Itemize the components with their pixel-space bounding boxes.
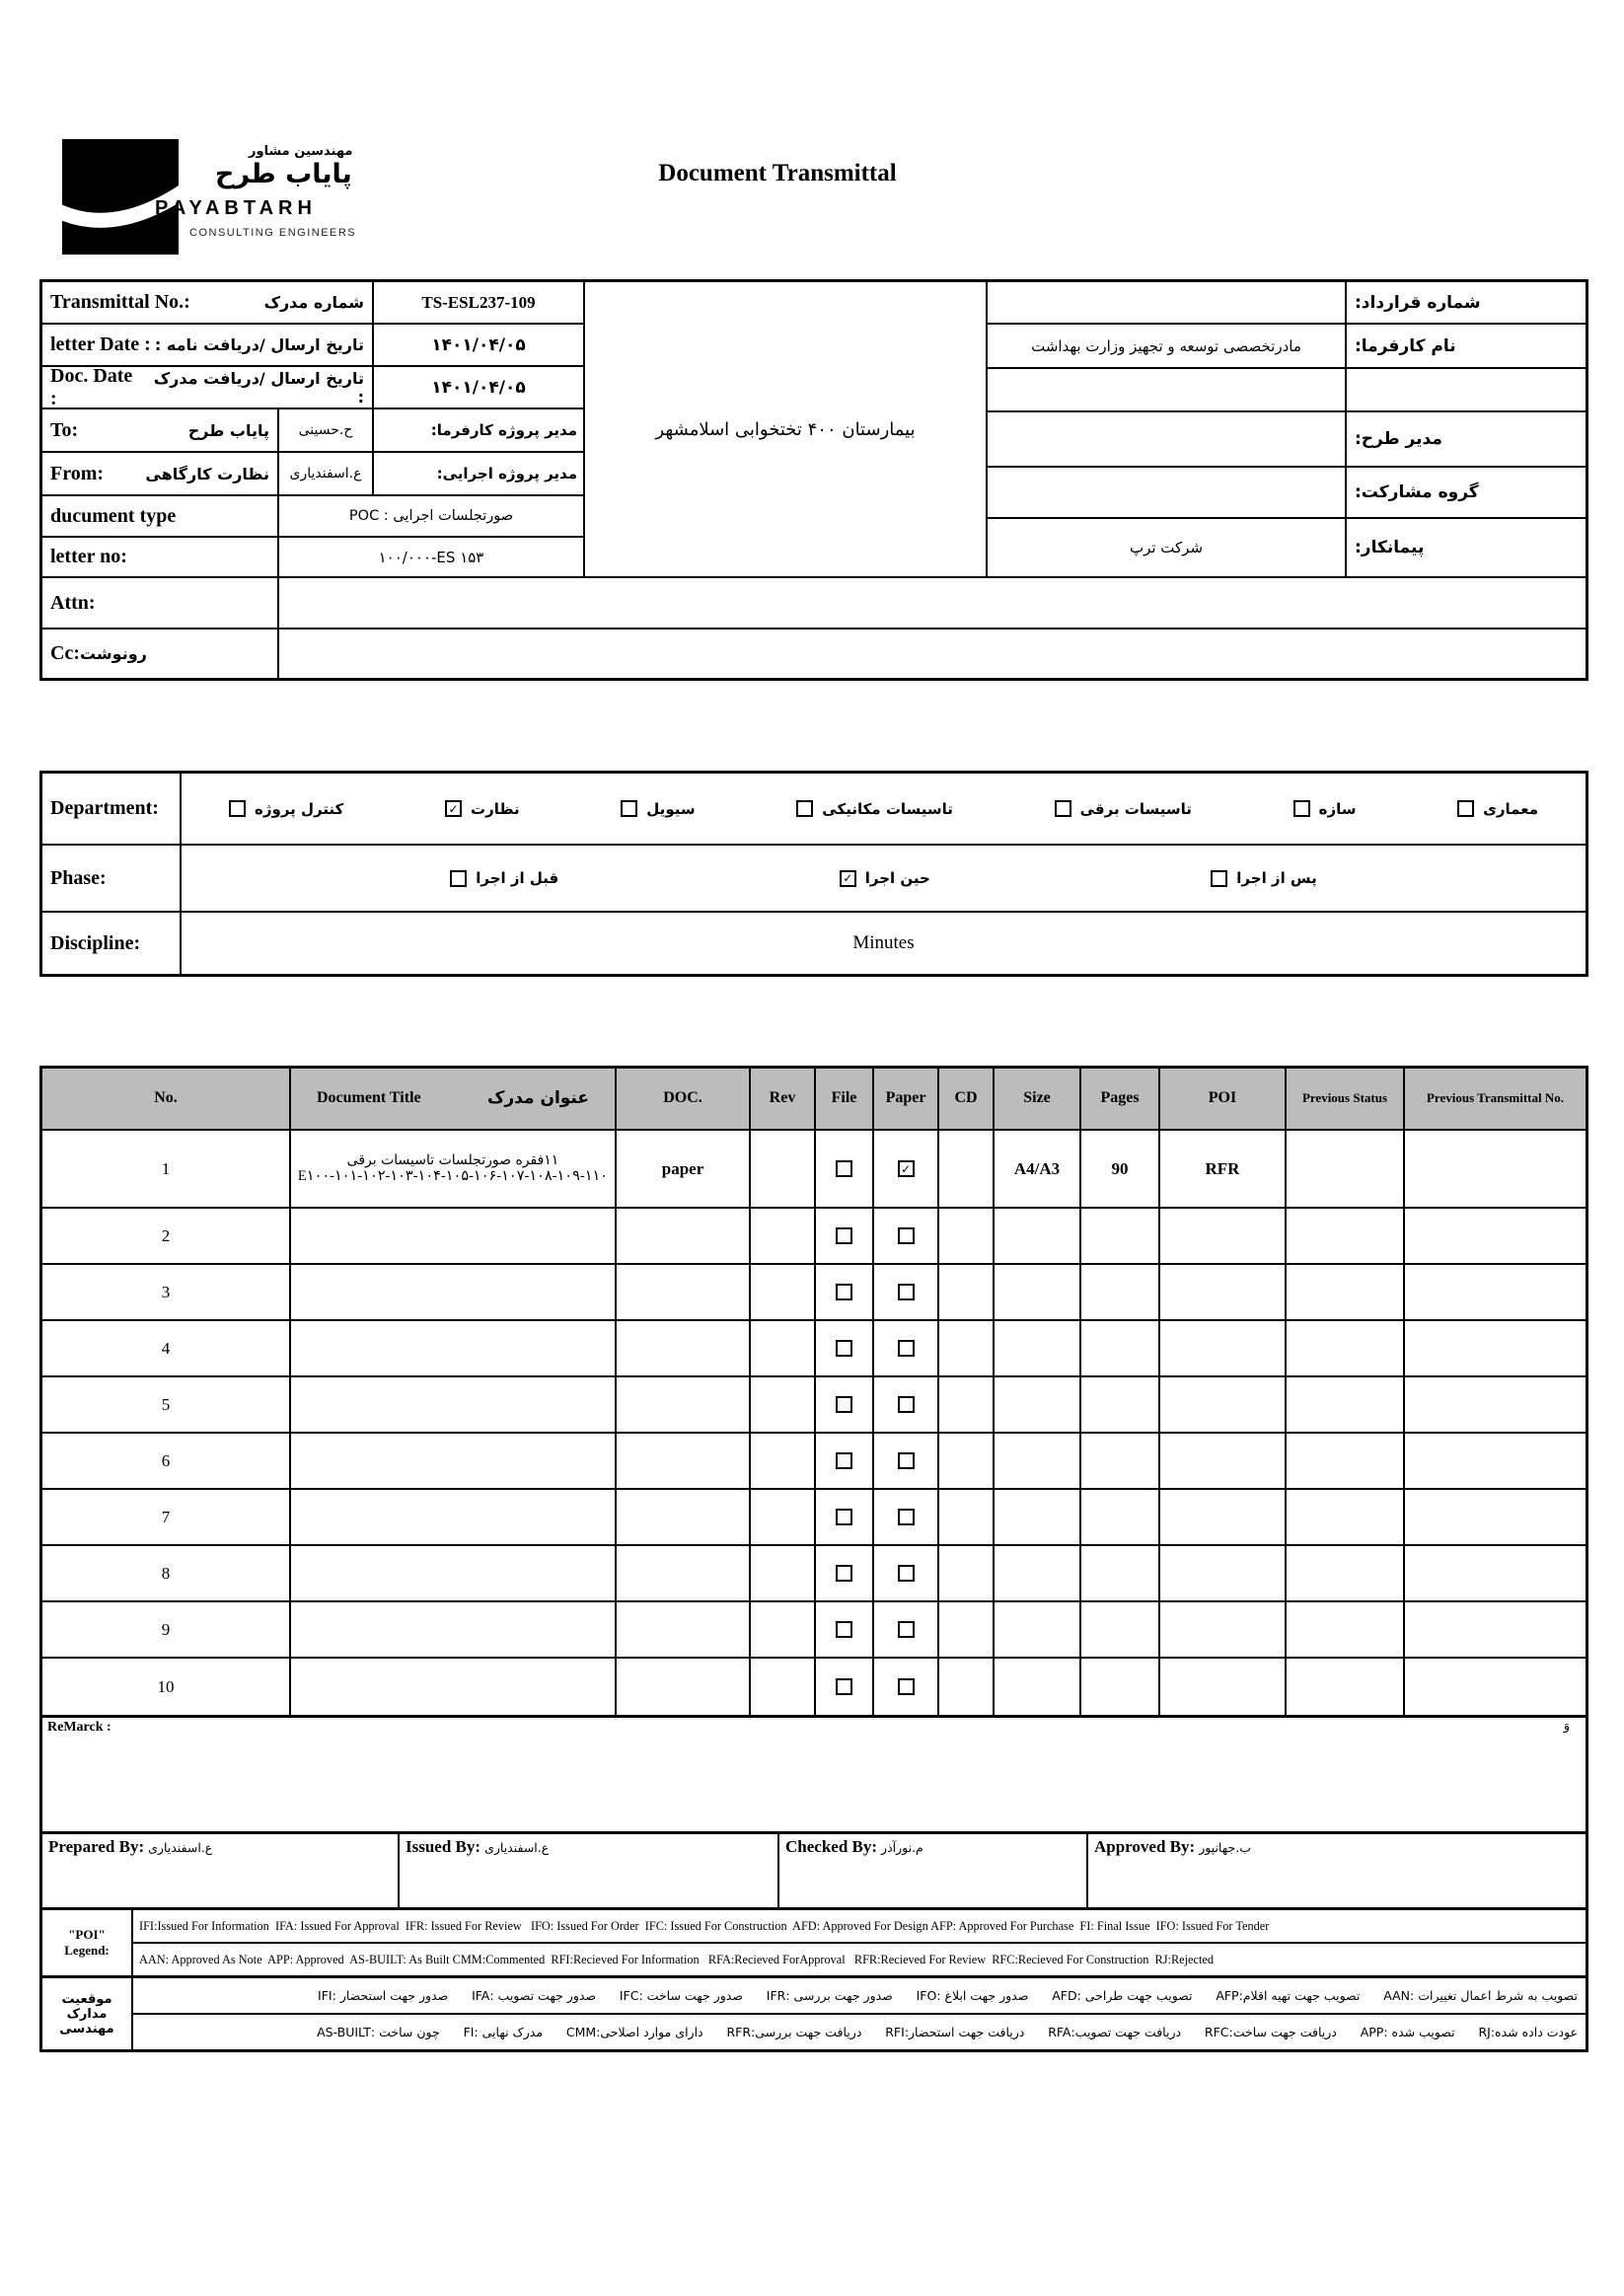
paper-checkbox[interactable]: ✓	[898, 1160, 915, 1177]
row-no: 4	[42, 1321, 291, 1375]
design-manager-value	[988, 412, 1347, 468]
row-paper	[874, 1490, 939, 1544]
row-file	[816, 1265, 874, 1319]
row-pages	[1081, 1209, 1160, 1263]
row-size	[995, 1546, 1081, 1600]
table-row	[42, 1602, 1586, 1659]
row-previous-transmittal	[1405, 1131, 1586, 1207]
row-doc: paper	[617, 1131, 751, 1207]
remark-section[interactable]	[42, 1715, 1586, 1831]
info-right-block	[988, 282, 1586, 578]
row-pages	[1081, 1321, 1160, 1375]
file-checkbox[interactable]	[836, 1678, 852, 1695]
partnership-group-value	[988, 468, 1347, 519]
row-rev	[751, 1265, 816, 1319]
row-size	[995, 1321, 1081, 1375]
paper-checkbox[interactable]	[898, 1340, 915, 1357]
row-pages	[1081, 1377, 1160, 1432]
row-cd	[939, 1659, 995, 1715]
classification-table	[39, 771, 1588, 977]
row-poi	[1160, 1377, 1287, 1432]
approved-by-cell: Approved By: ب.جهانپور	[1094, 1837, 1251, 1856]
letter-date-value: ۱۴۰۱/۰۴/۰۵	[374, 325, 585, 367]
fa-legend-line-1: تصویب به شرط اعمال تغییرات :AAN تصویب جهت تهیه اقلام:AFP تصویب جهت طراحی :AFD صدور جهت ابلاغ :IFO صدور جهت بررسی :IFR صدور جهت ساخت :IFC صدور جهت تصویب :IFA صدور جهت استحضار :IFI	[133, 1978, 1586, 2015]
department-option-architecture: معماری	[1457, 800, 1538, 818]
logo-en-subtitle: CONSULTING ENGINEERS	[189, 227, 357, 239]
row-no: 8	[42, 1546, 291, 1600]
row-paper	[874, 1131, 939, 1207]
logo-fa-name: پایاب طرح	[215, 159, 352, 189]
row-no: 7	[42, 1490, 291, 1544]
row-no: 6	[42, 1434, 291, 1488]
row-rev	[751, 1377, 816, 1432]
header-doc: DOC.	[617, 1069, 751, 1129]
fa-legend-section	[42, 1975, 1586, 2049]
signatures-row	[42, 1831, 1586, 1907]
row-size	[995, 1434, 1081, 1488]
file-checkbox[interactable]	[836, 1340, 852, 1357]
to-role-label: مدیر پروژه کارفرما:	[374, 409, 585, 453]
row-file	[816, 1546, 874, 1600]
paper-checkbox[interactable]	[898, 1509, 915, 1525]
row-no: 3	[42, 1265, 291, 1319]
before-execution-checkbox[interactable]	[450, 870, 467, 887]
structure-checkbox[interactable]	[1293, 800, 1310, 817]
row-cd	[939, 1321, 995, 1375]
row-doc	[617, 1265, 751, 1319]
letter-date-label: letter Date : تاریخ ارسال /دریافت نامه :	[42, 325, 374, 367]
civil-checkbox[interactable]	[621, 800, 637, 817]
row-no: 2	[42, 1209, 291, 1263]
client-name-value: مادرتخصصی توسعه و تجهیز وزارت بهداشت	[988, 325, 1347, 369]
row-previous-status	[1287, 1659, 1405, 1715]
row-previous-status	[1287, 1602, 1405, 1657]
header-file: File	[816, 1069, 874, 1129]
logo-fa-tagline: مهندسین مشاور	[249, 144, 353, 159]
paper-checkbox[interactable]	[898, 1678, 915, 1695]
row-cd	[939, 1131, 995, 1207]
row-rev	[751, 1321, 816, 1375]
contractor-value: شرکت ترپ	[988, 519, 1347, 578]
row-title	[291, 1602, 617, 1657]
row-size	[995, 1659, 1081, 1715]
doc-table-rows	[42, 1131, 1586, 1715]
table-row	[42, 1377, 1586, 1434]
row-no: 1	[42, 1131, 291, 1207]
poi-legend-line-2: AAN: Approved As Note APP: Approved AS-BUILT: As Built CMM:Commented RFI:Recieved For Information RFA:Recieved ForApproval RFR:Recieved For Review RFC:Recieved For Construction RJ:Rejected	[139, 1952, 1214, 1966]
row-poi	[1160, 1659, 1287, 1715]
blank-row-value	[988, 369, 1347, 412]
project-name: بیمارستان ۴۰۰ تختخوابی اسلامشهر	[585, 282, 988, 578]
project-control-checkbox[interactable]	[229, 800, 246, 817]
from-role-label: مدیر پروژه اجرایی:	[374, 453, 585, 496]
mechanical-checkbox[interactable]	[796, 800, 813, 817]
row-file	[816, 1377, 874, 1432]
row-poi	[1160, 1490, 1287, 1544]
transmittal-no-label: Transmittal No.: شماره مدرک	[42, 282, 374, 325]
discipline-label: Discipline:	[42, 913, 182, 974]
row-no: 10	[42, 1659, 291, 1715]
row-size	[995, 1265, 1081, 1319]
department-option-supervision: نظارت ✓	[445, 800, 520, 818]
file-checkbox[interactable]	[836, 1160, 852, 1177]
phase-option-before-execution: قبل از اجرا	[450, 869, 558, 887]
row-title	[291, 1265, 617, 1319]
row-previous-transmittal	[1405, 1546, 1586, 1600]
row-poi	[1160, 1209, 1287, 1263]
row-title	[291, 1490, 617, 1544]
fa-legend-label: موقعیت مدارک مهندسی	[42, 1978, 133, 2049]
row-size: A4/A3	[995, 1131, 1081, 1207]
row-previous-transmittal	[1405, 1659, 1586, 1715]
row-poi	[1160, 1602, 1287, 1657]
row-size	[995, 1490, 1081, 1544]
paper-checkbox[interactable]	[898, 1621, 915, 1638]
row-file	[816, 1659, 874, 1715]
row-rev	[751, 1546, 816, 1600]
table-row	[42, 1434, 1586, 1490]
row-doc	[617, 1659, 751, 1715]
row-cd	[939, 1434, 995, 1488]
electrical-checkbox[interactable]	[1055, 800, 1071, 817]
table-row	[42, 1209, 1586, 1265]
row-previous-transmittal	[1405, 1490, 1586, 1544]
header-cd: CD	[939, 1069, 995, 1129]
letter-no-label: letter no:	[42, 538, 279, 578]
issued-by-cell: Issued By: ع.اسفندیاری	[400, 1834, 779, 1907]
row-rev	[751, 1209, 816, 1263]
row-rev	[751, 1602, 816, 1657]
row-previous-status	[1287, 1377, 1405, 1432]
row-doc	[617, 1490, 751, 1544]
file-checkbox[interactable]	[836, 1565, 852, 1582]
design-manager-label: مدیر طرح:	[1347, 412, 1586, 468]
row-pages	[1081, 1602, 1160, 1657]
row-previous-transmittal	[1405, 1265, 1586, 1319]
department-option-electrical: تاسیسات برقی	[1055, 800, 1192, 818]
header-pages: Pages	[1081, 1069, 1160, 1129]
row-previous-status	[1287, 1265, 1405, 1319]
row-previous-status	[1287, 1321, 1405, 1375]
header-no: No.	[42, 1069, 291, 1129]
phase-option-after-execution: پس از اجرا	[1211, 869, 1316, 887]
row-previous-transmittal	[1405, 1434, 1586, 1488]
row-previous-status	[1287, 1209, 1405, 1263]
row-rev	[751, 1434, 816, 1488]
row-cd	[939, 1490, 995, 1544]
header-paper: Paper	[874, 1069, 939, 1129]
row-previous-transmittal	[1405, 1209, 1586, 1263]
header-rev: Rev	[751, 1069, 816, 1129]
checked-by-cell: Checked By: م.نورآذر	[779, 1834, 1088, 1907]
poi-legend-section	[42, 1907, 1586, 1975]
table-row	[42, 1659, 1586, 1715]
row-previous-status	[1287, 1546, 1405, 1600]
row-file	[816, 1490, 874, 1544]
poi-legend-line-1: IFI:Issued For Information IFA: Issued For Approval IFR: Issued For Review IFO: Issued For Order IFC: Issued For Construction AFD: Approved For Design AFP: Approved For Purchase FI: Final Issue IFO: Issued For Tender	[133, 1910, 1586, 1944]
row-title	[291, 1434, 617, 1488]
cc-label: Cc: رونوشت	[42, 630, 279, 678]
row-poi	[1160, 1546, 1287, 1600]
row-poi	[1160, 1321, 1287, 1375]
supervision-checkbox[interactable]: ✓	[445, 800, 462, 817]
file-checkbox[interactable]	[836, 1452, 852, 1469]
row-paper	[874, 1265, 939, 1319]
document-type-value: صورتجلسات اجرایی : POC	[279, 496, 585, 538]
attn-row	[42, 578, 1586, 630]
row-pages	[1081, 1659, 1160, 1715]
row-file	[816, 1131, 874, 1207]
page-title: Document Transmittal	[658, 160, 897, 186]
row-cd	[939, 1602, 995, 1657]
row-pages	[1081, 1265, 1160, 1319]
row-size	[995, 1602, 1081, 1657]
header-previous-status: Previous Status	[1287, 1069, 1405, 1129]
blank-row-label	[1347, 369, 1586, 412]
department-option-mechanical: تاسیسات مکانیکی	[796, 800, 953, 818]
phase-options	[182, 846, 1586, 911]
table-row	[42, 1546, 1586, 1602]
phase-label: Phase:	[42, 846, 182, 911]
transmittal-no-value: TS-ESL237-109	[374, 282, 585, 325]
row-cd	[939, 1209, 995, 1263]
letter-no-value: ۱۰۰/۰۰۰-ES ۱۵۳	[279, 538, 585, 578]
row-pages: 90	[1081, 1131, 1160, 1207]
contract-no-label: شماره قرارداد:	[1347, 282, 1586, 325]
table-row	[42, 1490, 1586, 1546]
row-paper	[874, 1602, 939, 1657]
after-execution-checkbox[interactable]	[1211, 870, 1227, 887]
during-execution-checkbox[interactable]: ✓	[840, 870, 856, 887]
to-field: To: پایاب طرح	[42, 409, 279, 453]
row-no: 5	[42, 1377, 291, 1432]
row-title: ۱۱فقره صورتجلسات تاسیسات برقی E۱۰۰-۱۰۱-۱۰۲-۱۰۳-۱۰۴-۱۰۵-۱۰۶-۱۰۷-۱۰۸-۱۰۹-۱۱۰	[291, 1131, 617, 1207]
row-paper	[874, 1377, 939, 1432]
fa-legend-line-2: عودت داده شده:RJ تصویب شده :APP دریافت جهت ساخت:RFC دریافت جهت تصویب:RFA دریافت جهت استحضار:RFI دریافت جهت بررسی:RFR دارای موارد اصلاحی:CMM مدرک نهایی :FI چون ساخت :AS-BUILT	[317, 2025, 1578, 2039]
row-cd	[939, 1377, 995, 1432]
document-list-table	[39, 1066, 1588, 2052]
header-size: Size	[995, 1069, 1081, 1129]
doc-date-label: Doc. Date : تاریخ ارسال /دریافت مدرک :	[42, 367, 374, 409]
row-doc	[617, 1434, 751, 1488]
file-checkbox[interactable]	[836, 1621, 852, 1638]
logo-en-name: PAYABTARH	[155, 197, 317, 219]
row-pages	[1081, 1434, 1160, 1488]
client-name-label: نام کارفرما:	[1347, 325, 1586, 369]
attn-label: Attn:	[42, 578, 279, 630]
phase-option-during-execution: حین اجرا ✓	[840, 869, 930, 887]
row-rev	[751, 1659, 816, 1715]
row-size	[995, 1377, 1081, 1432]
department-label: Department:	[42, 774, 182, 844]
from-field: From: نظارت کارگاهی	[42, 453, 279, 496]
row-paper	[874, 1434, 939, 1488]
to-person: ح.حسینی	[279, 409, 374, 453]
header-poi: POI	[1160, 1069, 1287, 1129]
row-title	[291, 1209, 617, 1263]
contractor-label: پیمانکار:	[1347, 519, 1586, 578]
paper-checkbox[interactable]	[898, 1396, 915, 1413]
department-options	[182, 774, 1586, 844]
remark-label: ReMarck :	[47, 1720, 111, 1735]
row-rev	[751, 1131, 816, 1207]
remark-note: وَ	[1563, 1719, 1570, 1734]
file-checkbox[interactable]	[836, 1284, 852, 1300]
row-size	[995, 1209, 1081, 1263]
row-poi	[1160, 1265, 1287, 1319]
info-left-block	[42, 282, 585, 578]
row-previous-status	[1287, 1131, 1405, 1207]
doc-table-header	[42, 1069, 1586, 1131]
row-file	[816, 1209, 874, 1263]
file-checkbox[interactable]	[836, 1509, 852, 1525]
department-option-structure: سازه	[1293, 800, 1357, 818]
row-doc	[617, 1602, 751, 1657]
file-checkbox[interactable]	[836, 1227, 852, 1244]
paper-checkbox[interactable]	[898, 1284, 915, 1300]
row-doc	[617, 1321, 751, 1375]
paper-checkbox[interactable]	[898, 1227, 915, 1244]
row-title	[291, 1321, 617, 1375]
row-previous-transmittal	[1405, 1321, 1586, 1375]
prepared-by-cell: Prepared By: ع.اسفندیاری	[42, 1834, 400, 1907]
doc-date-value: ۱۴۰۱/۰۴/۰۵	[374, 367, 585, 409]
table-row	[42, 1131, 1586, 1209]
file-checkbox[interactable]	[836, 1396, 852, 1413]
row-paper	[874, 1659, 939, 1715]
from-person: ع.اسفندیاری	[279, 453, 374, 496]
header-title: Document Title عنوان مدرک	[291, 1069, 617, 1129]
row-rev	[751, 1490, 816, 1544]
row-paper	[874, 1546, 939, 1600]
row-title	[291, 1659, 617, 1715]
row-previous-status	[1287, 1434, 1405, 1488]
partnership-group-label: گروه مشارکت:	[1347, 468, 1586, 519]
department-option-civil: سیویل	[621, 800, 695, 818]
row-pages	[1081, 1490, 1160, 1544]
row-cd	[939, 1265, 995, 1319]
row-title	[291, 1377, 617, 1432]
row-pages	[1081, 1546, 1160, 1600]
row-doc	[617, 1546, 751, 1600]
row-cd	[939, 1546, 995, 1600]
row-no: 9	[42, 1602, 291, 1657]
table-row	[42, 1321, 1586, 1377]
discipline-value: Minutes	[852, 932, 915, 953]
row-previous-transmittal	[1405, 1377, 1586, 1432]
architecture-checkbox[interactable]	[1457, 800, 1474, 817]
department-option-project-control: کنترل پروژه	[229, 800, 343, 818]
table-row	[42, 1265, 1586, 1321]
document-type-label: ducument type	[42, 496, 279, 538]
cc-row	[42, 630, 1586, 678]
row-previous-status	[1287, 1490, 1405, 1544]
transmittal-info-table	[39, 279, 1588, 681]
row-paper	[874, 1209, 939, 1263]
contract-no-value	[988, 282, 1347, 325]
paper-checkbox[interactable]	[898, 1565, 915, 1582]
row-title	[291, 1546, 617, 1600]
poi-legend-label: "POI" Legend:	[42, 1910, 133, 1975]
attn-value[interactable]	[279, 578, 1586, 630]
row-previous-transmittal	[1405, 1602, 1586, 1657]
header-previous-transmittal: Previous Transmittal No.	[1426, 1090, 1565, 1106]
row-doc	[617, 1209, 751, 1263]
paper-checkbox[interactable]	[898, 1452, 915, 1469]
row-file	[816, 1321, 874, 1375]
cc-value[interactable]	[279, 630, 1586, 678]
row-paper	[874, 1321, 939, 1375]
row-file	[816, 1434, 874, 1488]
row-poi	[1160, 1434, 1287, 1488]
row-doc	[617, 1377, 751, 1432]
row-poi: RFR	[1160, 1131, 1287, 1207]
row-file	[816, 1602, 874, 1657]
